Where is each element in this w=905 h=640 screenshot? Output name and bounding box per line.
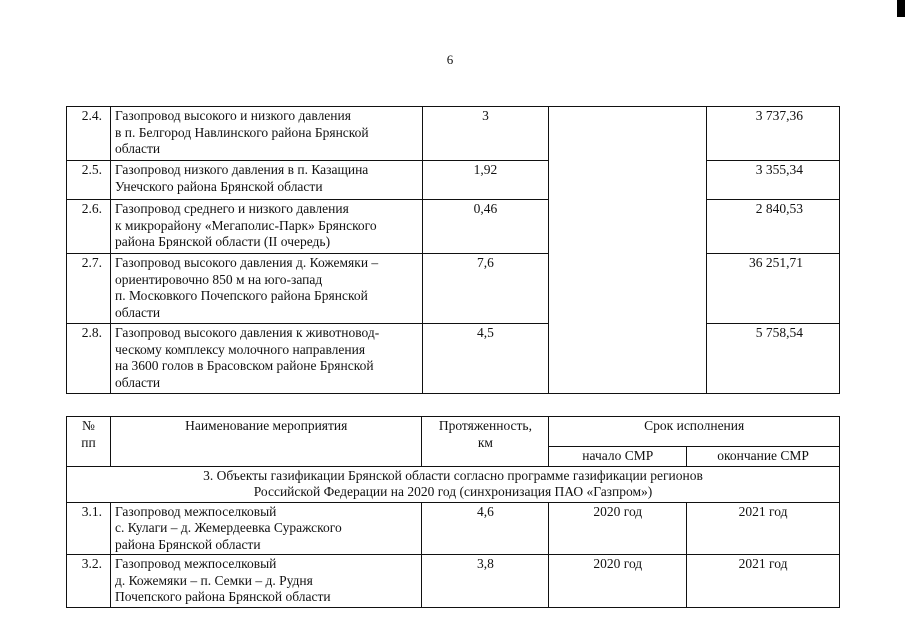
objects-table-section-3 [66, 416, 840, 608]
end-date: 2021 год [687, 555, 840, 608]
object-length: 7,6 [422, 254, 549, 324]
header-term: Срок исполнения [549, 417, 840, 447]
object-name: Газопровод высокого давления д. Кожемяки – ориентировочно 850 м на юго-запад п. Московкого Почепского района Брянской области [110, 254, 422, 324]
start-date: 2020 год [549, 555, 687, 608]
object-length: 1,92 [422, 161, 549, 200]
object-name: Газопровод среднего и низкого давления к микрорайону «Мегаполис-Парк» Брянского района Брянской области (II очередь) [110, 200, 422, 254]
object-length: 3,8 [422, 555, 549, 608]
table-row [67, 502, 840, 555]
section-row [67, 466, 840, 502]
merged-empty-cell [549, 107, 707, 394]
object-cost: 3 355,34 [707, 161, 840, 200]
header-name: Наименование мероприятия [110, 417, 421, 467]
row-number: 2.8. [67, 324, 111, 394]
table-row [67, 324, 840, 394]
row-number: 3.2. [67, 555, 111, 608]
header-start: начало СМР [549, 447, 687, 467]
object-length: 4,5 [422, 324, 549, 394]
object-cost: 36 251,71 [707, 254, 840, 324]
objects-table-continued [66, 106, 840, 394]
table-row [67, 555, 840, 608]
object-length: 3 [422, 107, 549, 161]
object-cost: 5 758,54 [707, 324, 840, 394]
object-name: Газопровод межпоселковый с. Кулаги – д. Жемердеевка Суражского района Брянской области [110, 502, 421, 555]
page-number: 6 [446, 52, 454, 67]
object-cost: 2 840,53 [707, 200, 840, 254]
header-number: № пп [67, 417, 111, 467]
object-length: 4,6 [422, 502, 549, 555]
end-date: 2021 год [687, 502, 840, 555]
table-row [67, 161, 840, 200]
object-cost: 3 737,36 [707, 107, 840, 161]
object-name: Газопровод высокого и низкого давления в п. Белгород Навлинского района Брянской области [110, 107, 422, 161]
scan-edge-mark [897, 0, 905, 17]
start-date: 2020 год [549, 502, 687, 555]
header-length: Протяженность, км [422, 417, 549, 467]
section-title: 3. Объекты газификации Брянской области согласно программе газификации регионов Российской Федерации на 2020 год (синхронизация ПАО «Газпром») [67, 466, 840, 502]
header-end: окончание СМР [687, 447, 840, 467]
object-name: Газопровод межпоселковый д. Кожемяки – п. Семки – д. Рудня Почепского района Брянской области [110, 555, 421, 608]
table-row [67, 254, 840, 324]
row-number: 2.5. [67, 161, 111, 200]
row-number: 2.7. [67, 254, 111, 324]
row-number: 2.4. [67, 107, 111, 161]
table-row [67, 200, 840, 254]
object-length: 0,46 [422, 200, 549, 254]
table-header-row [67, 417, 840, 447]
object-name: Газопровод высокого давления к животновод- ческому комплексу молочного направления на 3600 голов в Брасовском районе Брянской области [110, 324, 422, 394]
table-row [67, 107, 840, 161]
object-name: Газопровод низкого давления в п. Казащина Унечского района Брянской области [110, 161, 422, 200]
row-number: 3.1. [67, 502, 111, 555]
row-number: 2.6. [67, 200, 111, 254]
